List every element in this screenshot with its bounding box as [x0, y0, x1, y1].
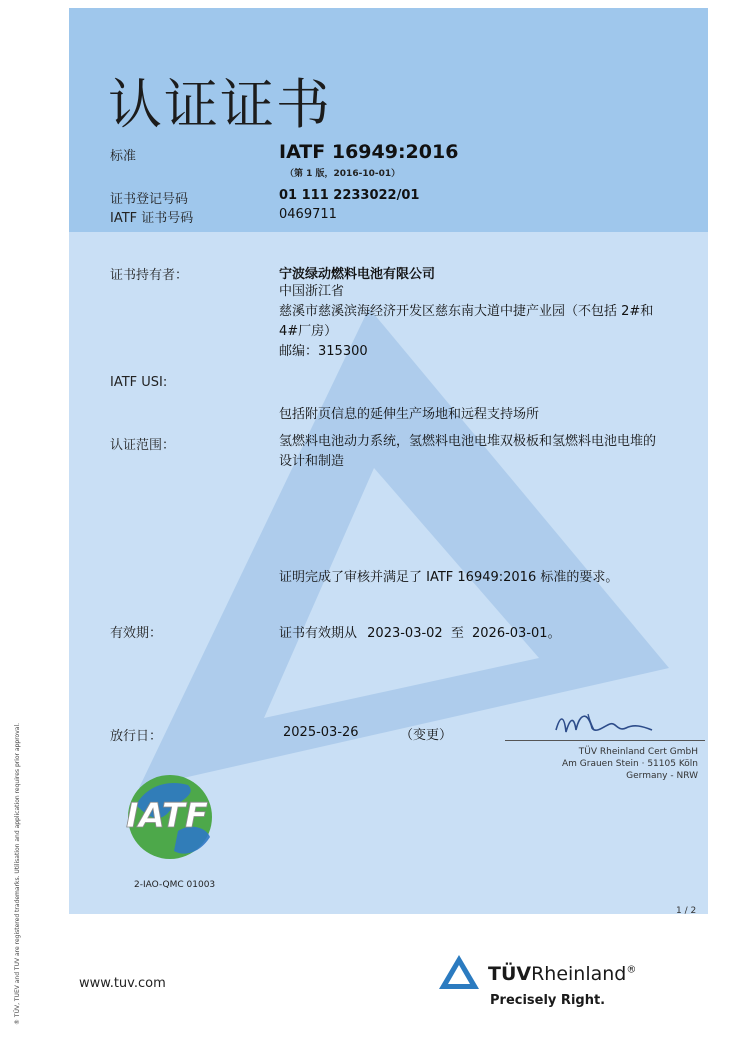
reg-no-value: 01 111 2233022/01 — [279, 188, 420, 203]
certificate-title: 认证证书 — [108, 73, 332, 136]
issue-note: （变更） — [400, 728, 453, 743]
address-line: 4#厂房） — [279, 324, 338, 339]
issuer-line: Germany - NRW — [626, 771, 698, 781]
standard-label: 标准 — [110, 149, 137, 164]
iatf-no-label: IATF 证书号码 — [110, 211, 194, 226]
issue-date: 2025-03-26 — [283, 725, 359, 740]
signature-line — [505, 740, 705, 741]
website-link[interactable]: www.tuv.com — [79, 976, 166, 991]
issue-label: 放行日： — [110, 729, 163, 744]
brand-rest: Rheinland — [531, 963, 627, 985]
iatf-code: 2-IAO-QMC 01003 — [134, 880, 216, 890]
page-number: 1 / 2 — [676, 906, 697, 916]
issuer-line: Am Grauen Stein · 51105 Köln — [561, 759, 698, 769]
validity-to-word: 至 — [450, 626, 464, 641]
tuv-brand — [488, 963, 636, 985]
standard-edition: （第 1 版，2016-10-01） — [285, 169, 401, 179]
iatf-globe-logo — [118, 765, 228, 865]
validity-text — [279, 622, 561, 641]
brand-bold: TÜV — [488, 963, 532, 985]
standard-value: IATF 16949:2016 — [279, 141, 459, 163]
certification-statement: 证明完成了审核并满足了 IATF 16949:2016 标准的要求。 — [279, 570, 619, 585]
issuer-line: TÜV Rheinland Cert GmbH — [578, 747, 698, 757]
scope-line: 设计和制造 — [279, 454, 345, 469]
iatf-no-value: 0469711 — [279, 207, 337, 222]
scope-line: 氢燃料电池动力系统，氢燃料电池电堆双极板和氢燃料电池电堆的 — [279, 434, 657, 449]
validity-label: 有效期： — [110, 626, 163, 641]
address-line: 邮编：315300 — [279, 344, 368, 359]
issuer-address — [562, 746, 698, 782]
scope-text — [279, 432, 656, 472]
tuv-triangle-icon — [437, 953, 481, 993]
trademark-side-note: ® TÜV, TUEV and TUV are registered trademarks. Utilisation and application requires prior approval. — [14, 722, 21, 1025]
valid-to-date: 2026-03-01。 — [472, 626, 561, 641]
scope-label: 认证范围： — [110, 438, 176, 453]
usi-text: 包括附页信息的延伸生产场地和远程支持场所 — [279, 407, 540, 422]
address-line: 慈溪市慈溪滨海经济开发区慈东南大道中捷产业园（不包括 2#和 — [279, 304, 654, 319]
holder-address — [279, 282, 653, 362]
address-line: 中国浙江省 — [279, 284, 345, 299]
holder-name: 宁波绿动燃料电池有限公司 — [279, 267, 436, 282]
holder-label: 证书持有者： — [110, 268, 189, 283]
iatf-logo-text: IATF — [126, 796, 209, 836]
reg-no-label: 证书登记号码 — [110, 192, 189, 207]
validity-prefix: 证书有效期从 — [279, 626, 358, 641]
usi-label: IATF USI: — [110, 375, 168, 390]
signature-image — [552, 708, 672, 742]
brand-slogan: Precisely Right. — [490, 993, 606, 1008]
brand-mark: ® — [626, 964, 637, 976]
valid-from-date: 2023-03-02 — [367, 626, 443, 641]
